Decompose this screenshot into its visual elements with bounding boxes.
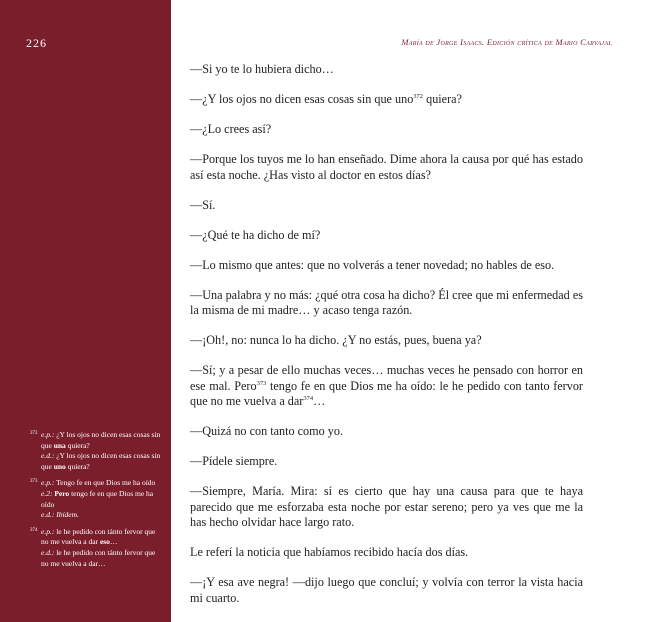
paragraph xyxy=(190,484,583,531)
paragraph xyxy=(190,545,583,561)
footnote-segment: ¿Y los ojos no dicen esas cosas sin xyxy=(54,430,161,439)
paragraph-text: —¿Y los ojos no dicen esas cosas sin que uno xyxy=(190,92,414,106)
paragraph-text: tengo fe en que Dios me ha oído: le he pedido con tanto fervor que no me vuelva a dar xyxy=(190,378,583,408)
paragraph xyxy=(190,122,583,138)
footnote-segment: le he pedido con tánto fervor que xyxy=(54,526,156,536)
paragraph-text: —Porque los tuyos me lo han enseñado. Dime ahora la causa por qué has estado así esta noche. ¿Has visto al doctor en estos días? xyxy=(190,152,583,182)
footnote-segment: que xyxy=(41,440,54,450)
footnote-segment: oído xyxy=(41,499,55,509)
footnote xyxy=(30,527,167,569)
paragraph-text: —¡Oh!, no: nunca lo ha dicho. ¿Y no estás, pues, buena ya? xyxy=(190,333,482,347)
paragraph xyxy=(190,288,583,319)
paragraph-text: —Si yo te lo hubiera dicho… xyxy=(190,62,334,76)
footnote-line xyxy=(41,527,167,538)
footnote xyxy=(30,478,167,520)
footnote-segment: Tengo fe en que Dios me ha oído xyxy=(54,478,156,488)
footnote-segment: no me vuelva a dar xyxy=(41,537,100,547)
footnote-ref: 373 xyxy=(256,379,267,387)
paragraph xyxy=(190,363,583,410)
footnote-ref: 374 xyxy=(303,395,314,402)
footnote-ref: 372 xyxy=(413,93,424,100)
body-text xyxy=(190,62,583,621)
footnote-segment: e.d.: xyxy=(41,510,55,520)
footnote-line xyxy=(41,441,167,452)
paragraph-text: … xyxy=(313,394,326,408)
footnote-segment: Ibídem. xyxy=(56,510,79,520)
footnote-line xyxy=(41,489,167,500)
footnote-segment: e.p.: xyxy=(41,478,55,488)
footnote-segment: quiera? xyxy=(65,461,90,471)
running-header: María de Jorge Isaacs. Edición crítica de Mario Carvajal xyxy=(401,37,612,47)
page-number: 226 xyxy=(26,36,47,50)
margin-sidebar xyxy=(0,0,171,622)
paragraph-text: quiera? xyxy=(423,92,462,106)
footnote-segment: e.d.: xyxy=(41,547,55,557)
footnotes xyxy=(30,430,167,575)
paragraph-text: Le referí la noticia que habíamos recibido hacía dos días. xyxy=(190,545,469,559)
footnote-number: 374 xyxy=(30,527,38,533)
paragraph-text: —Lo mismo que antes: que no volverás a tener novedad; no hables de eso. xyxy=(190,257,555,272)
footnote-segment: eso xyxy=(99,537,110,547)
footnote-segment: le he pedido con tánto fervor que xyxy=(54,547,156,557)
footnote-segment: … xyxy=(109,537,118,547)
paragraph-text: —¿Qué te ha dicho de mí? xyxy=(190,227,321,242)
footnote-segment: que xyxy=(41,461,54,471)
footnote-segment: e.p.: xyxy=(41,526,55,536)
paragraph xyxy=(190,62,583,78)
footnote-segment: ¿Y los ojos no dicen esas cosas sin xyxy=(54,451,161,461)
footnote-segment: uno xyxy=(53,461,66,471)
footnote-line xyxy=(41,500,167,511)
footnote-segment: e.2: xyxy=(41,488,53,498)
paragraph-text: —Siempre, María. Mira: sí es cierto que hay una causa para que te haya parecido que me esforzaba esta noche por estar sereno; pero ya ves que me la has hecho olvidar hace largo rato. xyxy=(190,484,583,529)
paragraph xyxy=(190,333,583,349)
footnote-segment: e.p.: xyxy=(41,430,55,439)
footnote-body xyxy=(41,527,167,569)
paragraph-text: —Sí. xyxy=(190,197,216,212)
footnote-number: 373 xyxy=(30,479,38,485)
paragraph-text: —Pídele siempre. xyxy=(190,454,278,468)
footnote-line xyxy=(41,548,167,559)
footnote-line xyxy=(41,451,167,462)
footnote-segment: e.d.: xyxy=(41,451,55,461)
footnote-line xyxy=(41,478,167,489)
footnote-body xyxy=(41,478,167,520)
footnote-segment: una xyxy=(53,440,66,450)
footnote-line xyxy=(41,462,167,473)
paragraph xyxy=(190,424,583,440)
footnote-line xyxy=(41,559,167,570)
paragraph xyxy=(190,152,583,183)
footnote-segment: quiera? xyxy=(65,440,90,450)
paragraph-text: —Una palabra y no más: ¿qué otra cosa ha dicho? Él cree que mi enfermedad es la misma de mi madre… y acaso tenga razón. xyxy=(190,287,583,317)
footnote-segment: no me vuelva a dar… xyxy=(41,558,106,568)
footnote-line xyxy=(41,510,167,521)
paragraph xyxy=(190,575,583,606)
paragraph xyxy=(190,258,583,274)
paragraph-text: —Quizá no con tanto como yo. xyxy=(190,424,343,438)
paragraph xyxy=(190,228,583,244)
footnote-segment: tengo fe en que Dios me ha xyxy=(69,488,154,498)
footnote-line xyxy=(41,537,167,548)
paragraph-text: —Sí; y a pesar de ello muchas veces… muchas veces he pensado con horror en ese mal. Pero xyxy=(190,363,583,393)
footnote-line xyxy=(41,430,167,441)
footnote xyxy=(30,430,167,472)
footnote-segment: Pero xyxy=(54,488,70,498)
paragraph xyxy=(190,198,583,214)
paragraph-text: —¿Lo crees así? xyxy=(190,122,272,136)
paragraph-text: —¡Y esa ave negra! —dijo luego que concluí; y volvía con terror la vista hacia mi cuarto. xyxy=(190,575,583,605)
footnote-body xyxy=(41,430,167,472)
paragraph xyxy=(190,92,583,108)
footnote-number: 372 xyxy=(30,431,38,436)
paragraph xyxy=(190,454,583,470)
